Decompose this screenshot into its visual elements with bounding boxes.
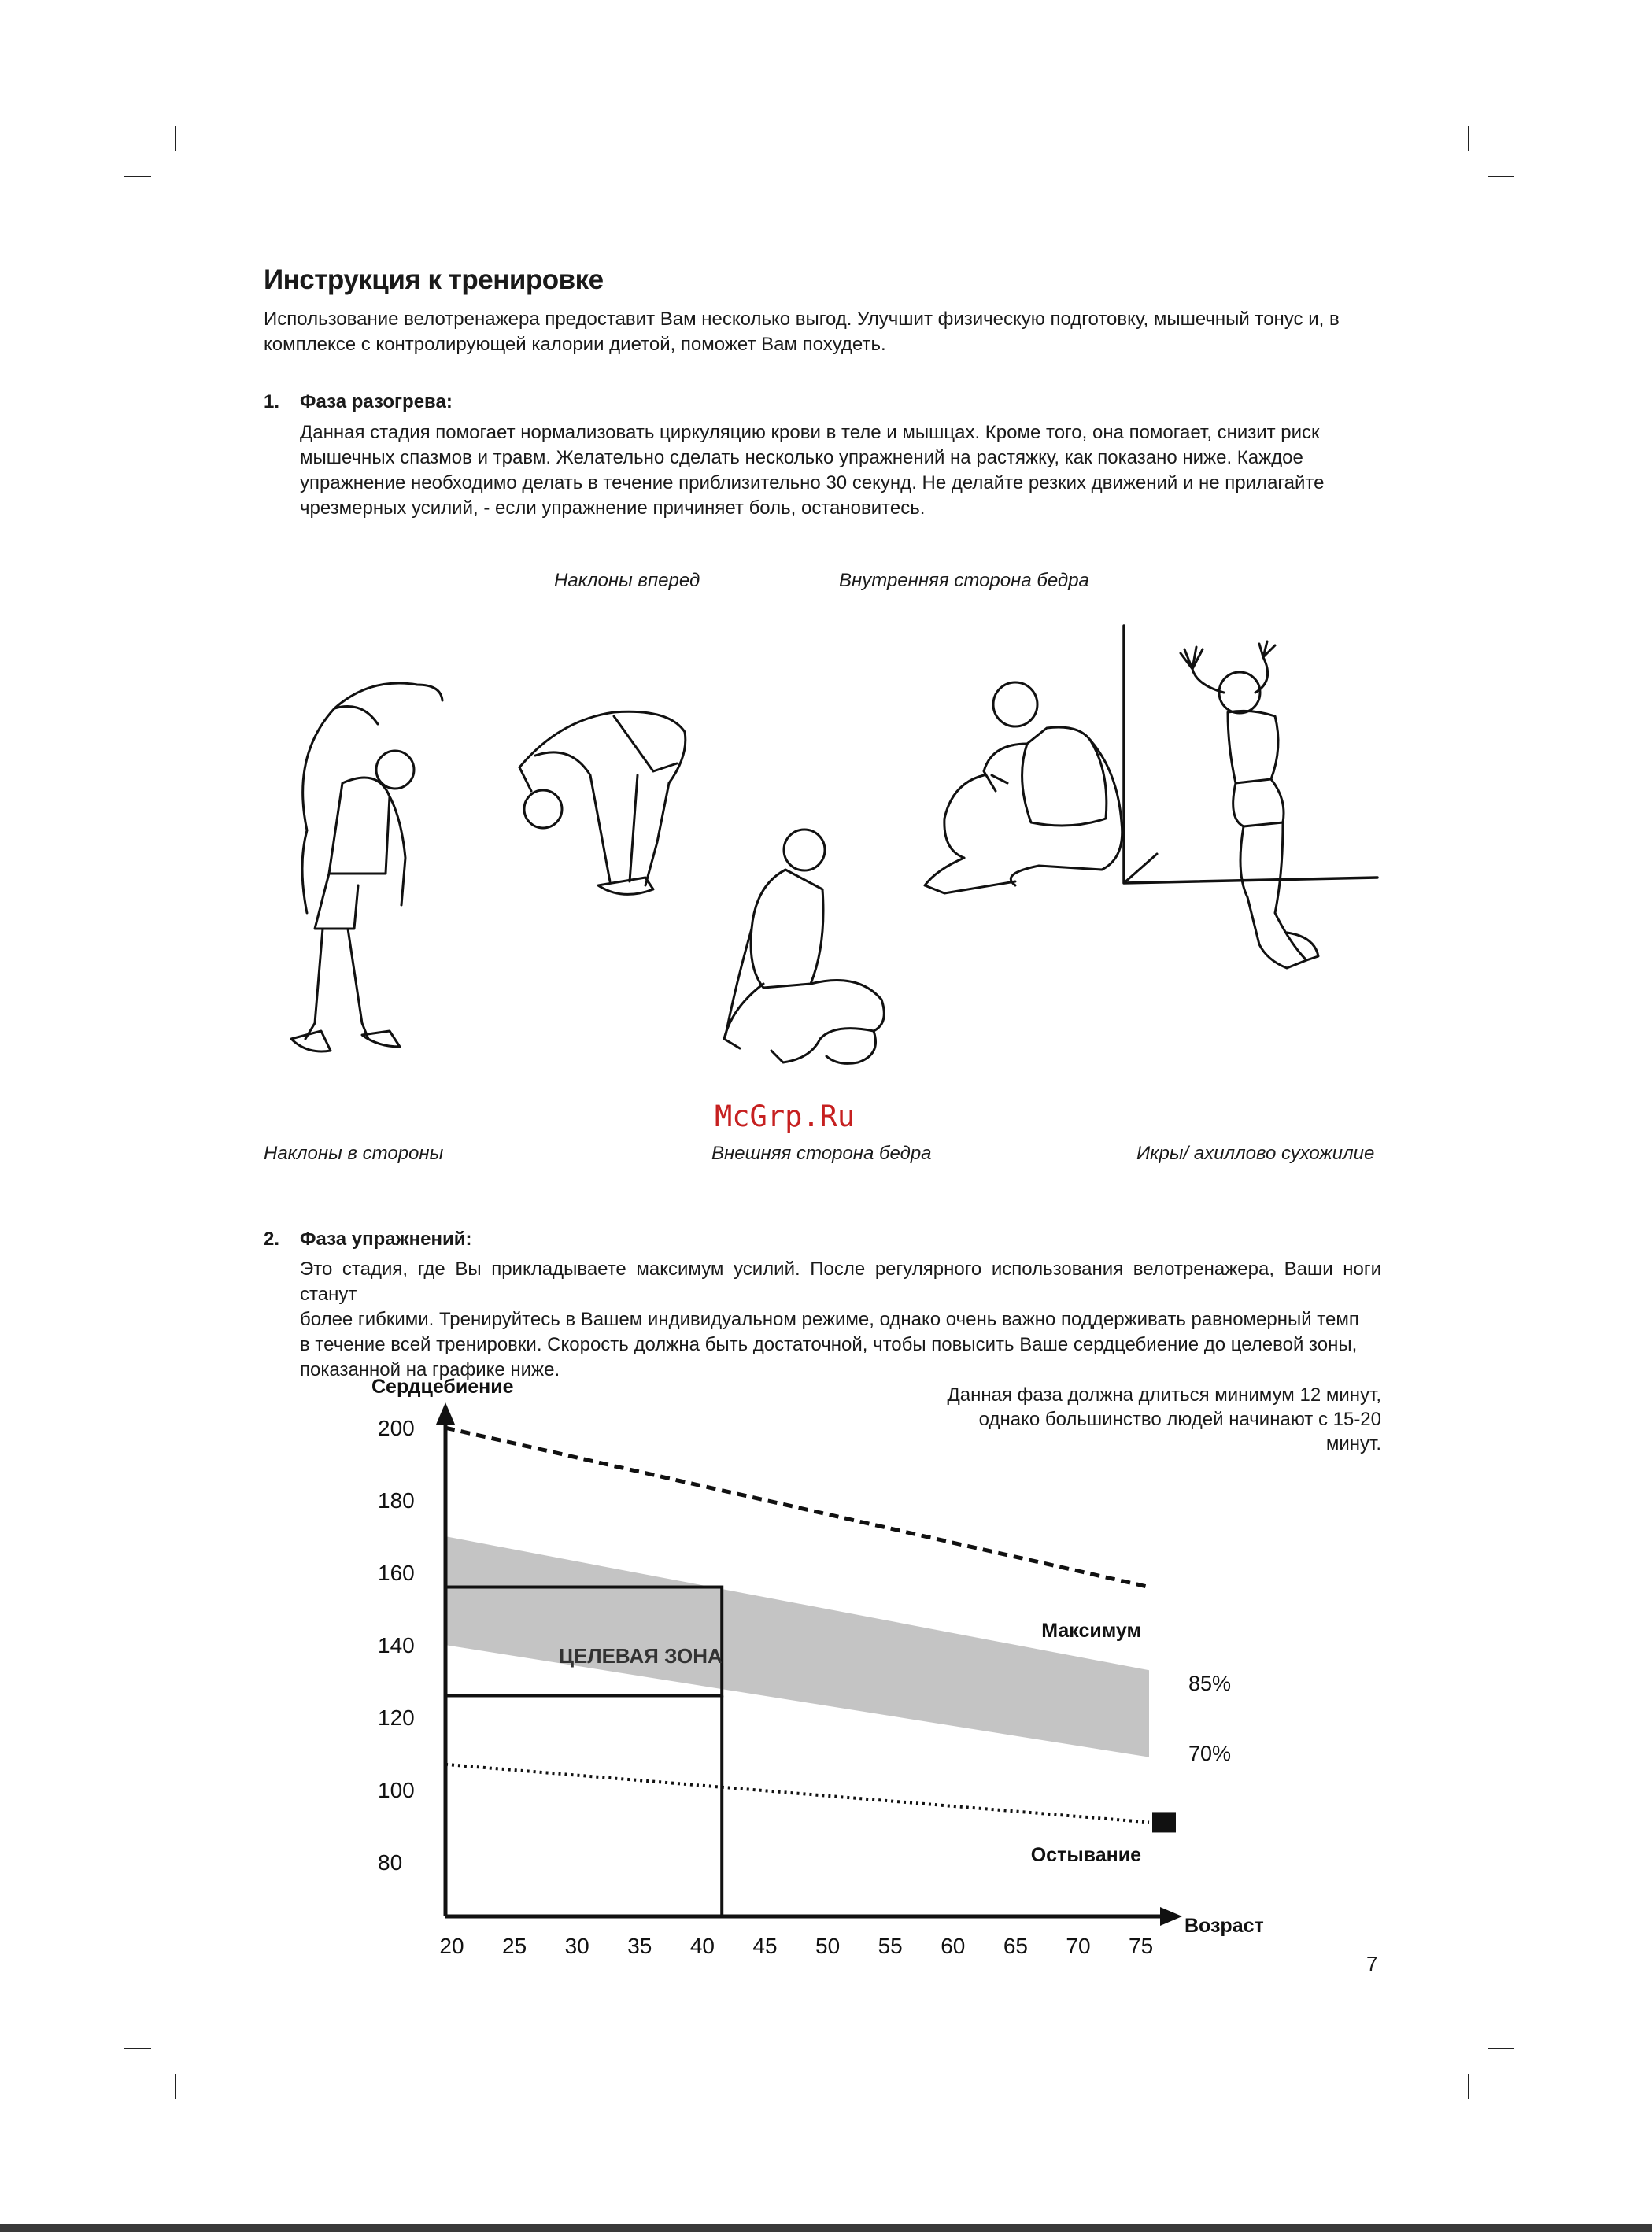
target-zone-label: ЦЕЛЕВАЯ ЗОНА: [559, 1644, 723, 1668]
crop-mark: [175, 2074, 176, 2099]
x-tick-label: 40: [689, 1934, 715, 1958]
paragraph-line: Это стадия, где Вы прикладываете максимум усилий. После регулярного использования велотренажера, Ваши ноги станут: [300, 1258, 1381, 1305]
paragraph-line: упражнение необходимо делать в течение приблизительно 30 секунд. Не делайте резких движений и не прилагайте: [300, 472, 1325, 493]
x-tick-label: 65: [1003, 1934, 1028, 1958]
x-axis-label: Возраст: [1184, 1915, 1264, 1937]
x-tick-labels: [439, 1934, 1153, 1958]
section-number: 2.: [264, 1229, 280, 1250]
paragraph-line: показанной на графике ниже.: [300, 1359, 560, 1380]
cooldown-line-label: Остывание: [1030, 1844, 1141, 1866]
caption-calf-achilles: Икры/ ахиллово сухожилие: [1136, 1143, 1375, 1164]
exercise-paragraph: [300, 1257, 1381, 1383]
crop-mark: [124, 2048, 151, 2049]
figure-outer-thigh: [724, 830, 884, 1063]
watermark: McGrp.Ru: [715, 1099, 856, 1133]
section-number: 1.: [264, 391, 280, 412]
section-heading-exercise: [264, 1229, 471, 1251]
cooldown-marker: [1152, 1812, 1176, 1832]
section-heading-warmup: [264, 391, 453, 413]
paragraph-line: Данная стадия помогает нормализовать циркуляцию крови в теле и мышцах. Кроме того, она помогает, снизит риск: [300, 422, 1320, 443]
figure-inner-thigh: [925, 682, 1122, 893]
x-tick-label: 55: [878, 1934, 903, 1958]
y-tick-label: 120: [378, 1705, 415, 1731]
x-tick-label: 30: [564, 1934, 589, 1958]
figure-side-bend: [291, 683, 442, 1051]
x-tick-label: 20: [439, 1934, 464, 1958]
crop-mark: [175, 126, 176, 151]
y-axis-arrow: [436, 1402, 455, 1425]
x-tick-label: 50: [815, 1934, 841, 1958]
y-tick-label: 180: [378, 1488, 415, 1513]
heart-rate-chart: [354, 1369, 1299, 1968]
y-tick-label: 100: [378, 1778, 415, 1803]
section-title: Фаза упражнений:: [300, 1229, 472, 1250]
x-tick-label: 75: [1129, 1934, 1154, 1958]
crop-mark: [1468, 126, 1469, 151]
figure-forward-bend: [519, 711, 686, 894]
crop-mark: [1468, 2074, 1469, 2099]
y-tick-label: 200: [378, 1416, 415, 1441]
intro-line: комплексе с контролирующей калории диетой, поможет Вам похудеть.: [264, 334, 886, 355]
y-tick-label: 140: [378, 1633, 415, 1658]
caption-forward-bend: Наклоны вперед: [554, 570, 700, 591]
target-zone-band: [445, 1536, 1149, 1757]
crop-mark: [1488, 2048, 1514, 2049]
band-lower-label: 70%: [1188, 1742, 1232, 1765]
y-tick-label: 80: [378, 1850, 403, 1875]
intro-line: Использование велотренажера предоставит Вам несколько выгод. Улучшит физическую подготовку, мышечный тонус и, в: [264, 309, 1340, 330]
crop-mark: [124, 176, 151, 177]
paragraph-line: в течение всей тренировки. Скорость должна быть достаточной, чтобы повысить Ваше сердцебиение до целевой зоны,: [300, 1334, 1358, 1355]
max-line-label: Максимум: [1041, 1620, 1141, 1642]
y-tick-label: 160: [378, 1561, 415, 1586]
caption-inner-thigh: Внутренняя сторона бедра: [839, 570, 1089, 591]
y-tick-labels: [378, 1416, 415, 1875]
caption-outer-thigh: Внешняя сторона бедра: [711, 1143, 932, 1164]
page-bottom-edge: [0, 2224, 1652, 2232]
warmup-paragraph: [300, 420, 1381, 521]
x-tick-label: 35: [627, 1934, 652, 1958]
x-tick-label: 25: [502, 1934, 527, 1958]
paragraph-line: более гибкими. Тренируйтесь в Вашем индивидуальном режиме, однако очень важно поддерживать равномерный темп: [300, 1309, 1359, 1330]
figure-calf-stretch: [1124, 626, 1377, 968]
x-tick-label: 45: [752, 1934, 778, 1958]
page-number: 7: [1366, 1952, 1378, 1975]
cooldown-line: [445, 1765, 1149, 1823]
band-upper-label: 85%: [1188, 1672, 1232, 1695]
chart-note-line: Данная фаза должна длиться минимум 12 минут,: [947, 1384, 1381, 1406]
intro-paragraph: [264, 307, 1381, 357]
chart-note-line: однако большинство людей начинают с 15-20 минут.: [978, 1409, 1381, 1454]
x-tick-label: 60: [941, 1934, 966, 1958]
y-axis-label: Сердцебиение: [371, 1376, 514, 1398]
paragraph-line: чрезмерных усилий, - если упражнение причиняет боль, остановитесь.: [300, 497, 926, 519]
x-axis-arrow: [1160, 1907, 1182, 1926]
stretching-illustrations: [260, 614, 1385, 1102]
paragraph-line: мышечных спазмов и травм. Желательно сделать несколько упражнений на растяжку, как показано ниже. Каждое: [300, 447, 1303, 468]
section-title: Фаза разогрева:: [300, 391, 453, 412]
page-title: Инструкция к тренировке: [264, 264, 604, 295]
crop-mark: [1488, 176, 1514, 177]
caption-side-bend: Наклоны в стороны: [264, 1143, 444, 1164]
x-tick-label: 70: [1066, 1934, 1091, 1958]
